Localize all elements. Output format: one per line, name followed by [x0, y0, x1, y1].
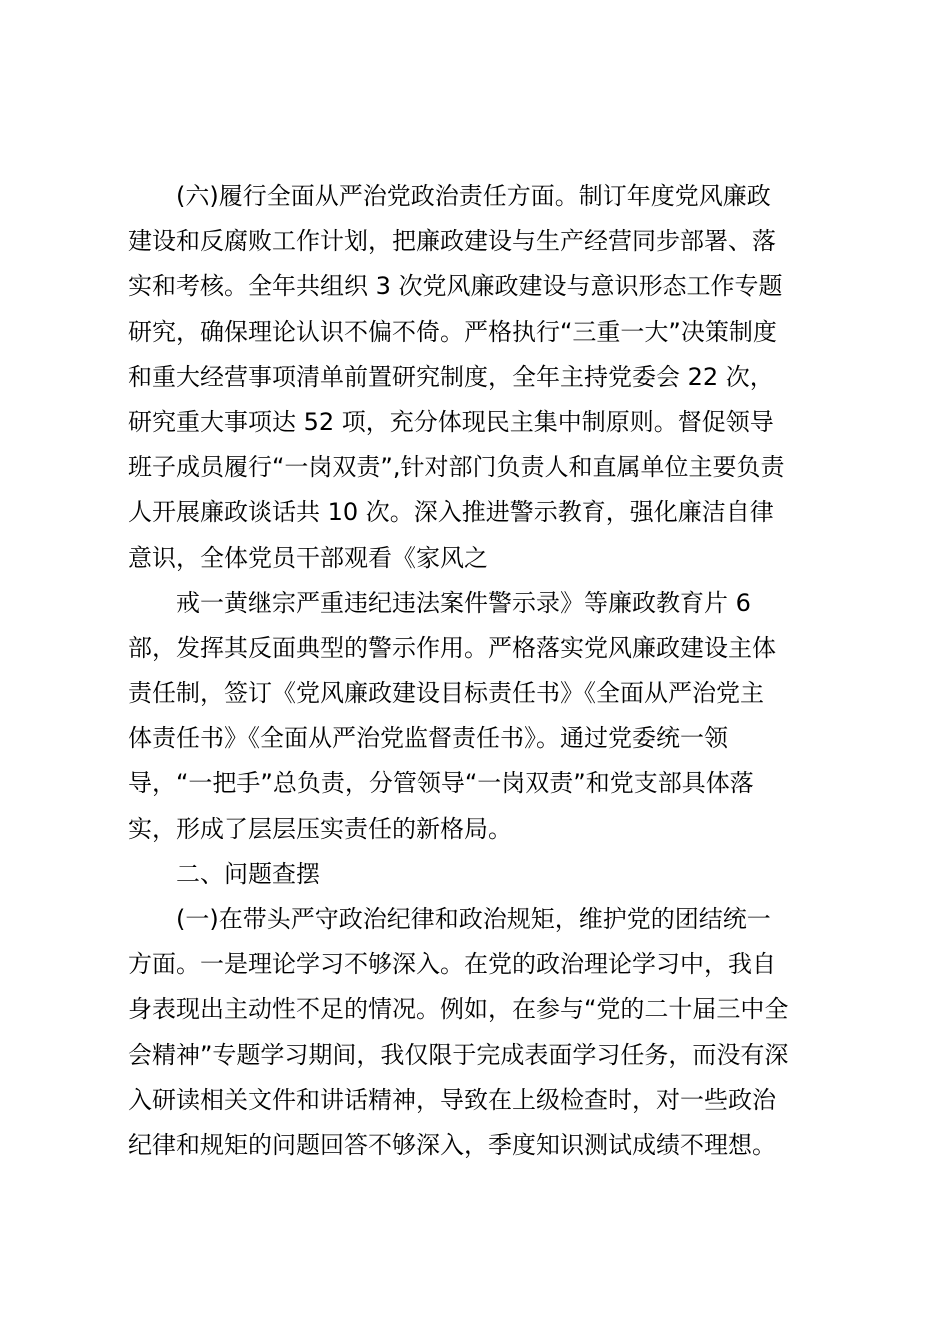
text-line: 意识，全体党员干部观看《家风之 [128, 543, 488, 572]
text-line: 和重大经营事项清单前置研究制度，全年主持党委会 22 次， [128, 362, 774, 391]
text-line: 身表现出主动性不足的情况。例如，在参与“党的二十届三中全 [128, 995, 789, 1024]
text-line: 研究，确保理论认识不偏不倚。严格执行“三重一大”决策制度 [128, 317, 777, 346]
text-line: 会精神”专题学习期间，我仅限于完成表面学习任务，而没有深 [128, 1040, 789, 1069]
text-line: 建设和反腐败工作计划，把廉政建设与生产经营同步部署、落 [128, 227, 776, 256]
text-line: 研究重大事项达 52 项，充分体现民主集中制原则。督促领导 [128, 407, 774, 436]
text-line: 体责任书》《全面从严治党监督责任书》。通过党委统一领 [128, 724, 728, 753]
text-line: 人开展廉政谈话共 10 次。深入推进警示教育，强化廉洁自律 [128, 498, 774, 527]
text-line: 实和考核。全年共组织 3 次党风廉政建设与意识形态工作专题 [128, 272, 783, 301]
text-line: 方面。一是理论学习不够深入。在党的政治理论学习中，我自 [128, 950, 776, 979]
document-body [128, 174, 838, 1168]
text-line: 责任制，签订《党风廉政建设目标责任书》《全面从严治党主 [128, 679, 764, 708]
text-line: 导，“一把手”总负责，分管领导“一岗双责”和党支部具体落 [128, 769, 754, 798]
section-heading: 二、问题查摆 [176, 859, 320, 888]
text-line: 戒一黄继宗严重违纪违法案件警示录》等廉政教育片 6 [176, 588, 751, 617]
text-line: 入研读相关文件和讲话精神，导致在上级检查时，对一些政治 [128, 1085, 776, 1114]
text-line: 班子成员履行“一岗双责”,针对部门负责人和直属单位主要负责 [128, 453, 785, 482]
text-line: (一)在带头严守政治纪律和政治规矩，维护党的团结统一 [176, 905, 771, 933]
text-line: 部，发挥其反面典型的警示作用。严格落实党风廉政建设主体 [128, 633, 776, 662]
text-line: 实，形成了层层压实责任的新格局。 [128, 814, 512, 843]
text-line: 纪律和规矩的问题回答不够深入，季度知识测试成绩不理想。 [128, 1130, 776, 1159]
text-line: (六)履行全面从严治党政治责任方面。制订年度党风廉政 [176, 182, 771, 210]
